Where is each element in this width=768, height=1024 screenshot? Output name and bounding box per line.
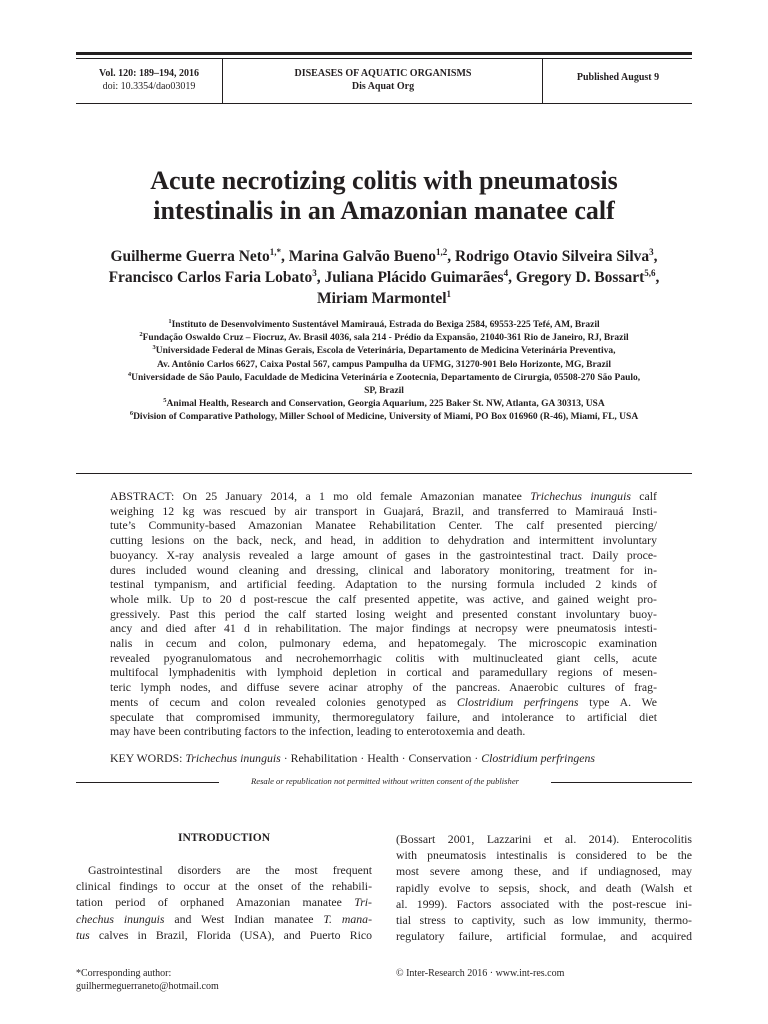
doi[interactable]: doi: 10.3354/dao03019	[102, 81, 196, 92]
title-line: intestinalis in an Amazonian manatee calf	[153, 196, 615, 225]
author-name: Miriam Marmontel	[316, 290, 447, 307]
abstract-line: gressively. Past this period the calf started losing weight and presented constant involuntary buoy-	[110, 606, 657, 621]
author-sup: 5,6	[644, 267, 656, 278]
body-line: clinical findings to occur at the onset of the rehabili-	[76, 879, 372, 894]
author-sep: ,	[653, 248, 658, 265]
species-name: T. mana-	[323, 911, 372, 926]
abstract-line: teric lymph nodes, and diffuse severe acinar atrophy of the pancreas. Anaerobic cultures of frag-	[110, 680, 657, 695]
species-name: Tri-	[354, 895, 372, 910]
keyword-list: · Rehabilitation · Health · Conservation ·	[280, 751, 482, 765]
author-name: , Marina Galvão Bueno	[280, 248, 436, 265]
section-heading: INTRODUCTION	[177, 832, 270, 844]
resale-notice: Resale or republication not permitted without written consent of the publisher	[251, 776, 519, 786]
affiliation	[60, 385, 708, 398]
abstract-text: ments of cecum and colon revealed colonies genotyped as	[110, 694, 457, 709]
abstract-top-rule	[76, 473, 692, 474]
author-line	[76, 246, 692, 267]
abstract-line: weighing 12 kg was rescued by air transport in Guajará, Brazil, and transferred to Mamirauá Insti-	[110, 503, 657, 518]
author-name: Guilherme Guerra Neto	[110, 248, 270, 265]
author-sup: 1,2	[435, 246, 448, 257]
affiliation-text: Fundação Oswaldo Cruz – Fiocruz, Av. Brasil 4036, sala 214 - Prédio da Expansão, 21040-361 Rio de Janeiro, RJ, Brazil	[142, 333, 629, 344]
journal-info	[224, 67, 542, 93]
body-line	[76, 894, 372, 910]
affiliations	[60, 319, 708, 425]
intro-left-column	[76, 862, 372, 943]
intro-right-column	[396, 831, 692, 944]
header-bottom-rule	[76, 103, 692, 104]
volume: Vol. 120: 189–194, 2016	[99, 68, 199, 79]
author-sup: 1,*	[269, 246, 281, 257]
affiliation-text: SP, Brazil	[364, 386, 404, 397]
affiliation-sup: 6	[129, 410, 134, 418]
affiliation-sup: 5	[163, 397, 167, 405]
affiliation	[60, 398, 708, 411]
resale-rule-right	[551, 782, 692, 783]
abstract-line: revealed pyogranulomatous and necrohemorrhagic colitis with multinucleated giant cells, acute	[110, 650, 657, 665]
top-rule-thick	[76, 52, 692, 55]
affiliation-sup: 1	[168, 317, 172, 325]
volume-info	[76, 67, 222, 93]
affiliation-text: Av. Antônio Carlos 6627, Caixa Postal 567, campus Pampulha da UFMG, 31270-901 Belo Horizonte, MG, Brazil	[157, 359, 611, 370]
copyright: © Inter-Research 2016 · www.int-res.com	[396, 968, 565, 979]
species-name: chechus inunguis	[76, 911, 165, 926]
abstract-line: testinal tympanism, and artificial feeding. Adaptation to the nursing formula included 2 kinds of	[110, 577, 657, 592]
abstract-line: may have been contributing factors to the infection, leading to enterotoxemia and death.	[110, 724, 526, 739]
affiliation	[60, 411, 708, 424]
corresponding-label: *Corresponding author:	[76, 968, 172, 979]
body-line: Gastrointestinal disorders are the most frequent	[88, 863, 372, 877]
author-sup: 1	[446, 288, 452, 299]
affiliation	[60, 319, 708, 332]
keyword: Trichechus inunguis	[185, 751, 281, 765]
author-sep: ,	[655, 269, 660, 286]
abstract-line: speculate that compromised immunity, thermoregulatory failure, and intolerance to artificial diet	[110, 709, 657, 724]
abstract-line: cutting lesions on the back, neck, and head, in addition to dehydration and intermittent involuntary	[110, 533, 657, 548]
abstract-line: buoyancy. X-ray analysis revealed a large amount of gases in the gastrointestinal tract. Daily proce-	[110, 547, 657, 562]
author-line	[76, 267, 692, 288]
corresponding-email[interactable]: guilhermeguerraneto@hotmail.com	[76, 981, 219, 992]
affiliation	[60, 332, 708, 345]
author-name: Francisco Carlos Faria Lobato	[108, 269, 313, 286]
body-text: calves in Brazil, Florida (USA), and Puerto Rico	[89, 927, 372, 942]
author-name: , Rodrigo Otavio Silveira Silva	[447, 248, 650, 265]
body-line	[76, 927, 372, 943]
affiliation	[60, 372, 708, 385]
abstract-line	[110, 489, 657, 504]
published-date: Published August 9	[576, 72, 660, 83]
body-text: and West Indian manatee	[164, 911, 324, 926]
abstract-line: ancy and died after 41 d in rehabilitation. The major findings at necropsy were pneumatosis intesti-	[110, 621, 657, 636]
keywords	[110, 751, 670, 766]
title-line: Acute necrotizing colitis with pneumatosis	[150, 166, 618, 195]
species-name: tus	[76, 927, 90, 942]
resale-rule-left	[76, 782, 219, 783]
journal-abbrev: Dis Aquat Org	[351, 81, 415, 92]
author-name: , Juliana Plácido Guimarães	[316, 269, 504, 286]
abstract-line: nalis in cecum and colon, pulmonary edema, and hepatomegaly. The microscopic examination	[110, 636, 657, 651]
species-name: Trichechus inunguis	[530, 489, 631, 503]
author-sup: 3	[312, 267, 317, 278]
affiliation-text: Animal Health, Research and Conservation, Georgia Aquarium, 225 Baker St. NW, Atlanta, GA 30313, USA	[166, 399, 605, 410]
affiliation-sup: 4	[127, 370, 132, 378]
body-line: al. 1999). Factors associated with the post-rescue ini-	[396, 896, 692, 911]
affiliation-sup: 3	[152, 344, 156, 352]
abstract-text: type A. We	[578, 694, 657, 709]
header-divider-left	[222, 58, 223, 104]
author-sup: 4	[503, 267, 509, 278]
abstract-line: whole milk. Up to 20 d post-rescue the calf presented appetite, was active, and gained weight pro-	[110, 591, 657, 606]
abstract-line: dures included wound cleaning and dressing, clinical and laboratory monitoring, treatment for in-	[110, 562, 657, 577]
author-sup: 3	[649, 246, 654, 257]
abstract-line	[110, 695, 657, 710]
affiliation-text: Division of Comparative Pathology, Miller School of Medicine, University of Miami, PO Box 016960 (R-46), Miami, FL, USA	[133, 412, 639, 423]
affiliation	[60, 359, 708, 372]
abstract-line: tute’s Community-based Amazonian Manatee Rehabilitation Center. The calf presented piercing/	[110, 518, 657, 533]
top-rule-thin	[76, 58, 692, 59]
body-line	[76, 911, 372, 927]
body-line: tial stress to captivity, such as low immunity, thermo-	[396, 913, 692, 928]
author-line	[76, 288, 692, 309]
affiliation-text: Universidade Federal de Minas Gerais, Escola de Veterinária, Departamento de Medicina Veterinária Preventiva,	[155, 346, 616, 357]
abstract-text: ABSTRACT: On 25 January 2014, a 1 mo old female Amazonian manatee	[110, 489, 531, 503]
author-list	[76, 246, 692, 309]
body-line: regulatory failure, artificial formulae, and acquired	[396, 929, 692, 944]
affiliation-sup: 2	[139, 331, 143, 339]
body-line: with pneumatosis intestinalis is considered to be the	[396, 848, 692, 863]
species-name: Clostridium perfringens	[456, 694, 579, 709]
abstract-text: calf	[630, 489, 657, 503]
header-divider-right	[542, 58, 543, 104]
author-name: , Gregory D. Bossart	[508, 269, 645, 286]
abstract	[110, 489, 657, 739]
affiliation-text: Universidade de São Paulo, Faculdade de Medicina Veterinária e Zootecnia, Departamento de Cirurgia, 05508-270 São Paulo,	[131, 372, 641, 383]
affiliation-text: Instituto de Desenvolvimento Sustentável Mamirauá, Estrada do Bexiga 2584, 69553-225 Tefé, AM, Brazil	[171, 320, 600, 330]
affiliation	[60, 345, 708, 358]
article-title	[76, 166, 692, 226]
journal-name: DISEASES OF AQUATIC ORGANISMS	[294, 68, 472, 79]
body-text: tation period of orphaned Amazonian manatee	[76, 895, 355, 910]
abstract-line: multifocal lymphadenitis with lymphoid depletion in cortical and paramedullary regions of mesen-	[110, 665, 657, 680]
body-line: most severe among these, and if undiagnosed, may	[396, 864, 692, 879]
body-line: rapidly evolve to sepsis, shock, and death (Walsh et	[396, 880, 692, 895]
corresponding-author	[76, 967, 219, 993]
keywords-label: KEY WORDS:	[110, 751, 186, 765]
body-line: (Bossart 2001, Lazzarini et al. 2014). Enterocolitis	[396, 832, 692, 846]
keyword: Clostridium perfringens	[481, 751, 595, 765]
